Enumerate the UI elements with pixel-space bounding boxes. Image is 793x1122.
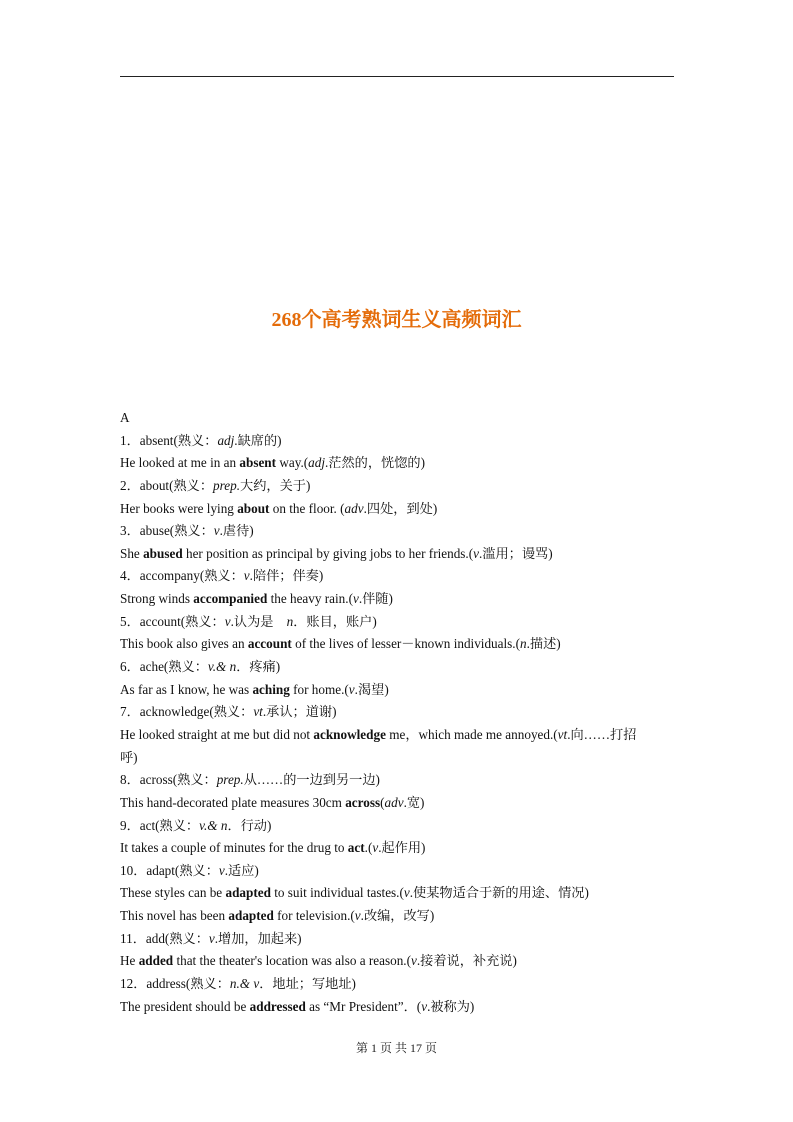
part-of-speech: v [208,930,215,946]
text-segment: Strong winds [120,591,194,607]
keyword: abused [143,545,183,561]
text-segment: 呼) [120,749,138,765]
text-line [120,520,680,543]
text-segment: ．行动) [227,817,272,833]
part-of-speech: adv [344,500,364,516]
text-segment: 大约，关于) [240,477,311,493]
text-segment: 9．act(熟义： [120,817,200,833]
part-of-speech: v [403,885,410,901]
text-segment: He looked at me in an [120,455,240,471]
text-segment: .接着说，补充说) [416,953,517,969]
text-segment: ．疼痛) [236,659,281,675]
keyword: adapted [225,885,271,901]
text-line [120,679,680,702]
text-segment: for home.( [289,681,349,697]
text-segment: me，which made me annoyed.( [385,726,558,742]
text-segment: for television.( [273,908,355,924]
text-segment: .( [364,840,373,856]
text-line [120,860,680,883]
text-line [120,543,680,566]
part-of-speech: v [218,862,225,878]
text-segment: 5．account(熟义： [120,613,225,629]
text-segment: This book also gives an [120,636,248,652]
text-line [120,611,680,634]
text-line [120,905,680,928]
part-of-speech: v [354,908,361,924]
part-of-speech: adv [384,794,404,810]
keyword: added [138,953,174,969]
text-segment: that the theater's location was also a reason.( [173,953,411,969]
document-title: 268个高考熟词生义高频词汇 [271,309,522,331]
text-segment: ．账目，账户) [293,613,377,629]
text-segment: 12．address(熟义： [120,976,230,992]
part-of-speech: n [286,613,294,629]
part-of-speech: v [224,613,231,629]
text-line [120,430,680,453]
text-line [120,950,680,973]
text-segment: .承认；道谢) [262,704,337,720]
text-segment: the heavy rain.( [267,591,353,607]
text-segment: 8．across(熟义： [120,772,217,788]
text-line [120,747,680,770]
text-segment: .描述) [526,636,561,652]
part-of-speech: vt [253,704,263,720]
part-of-speech: adj [308,455,325,471]
keyword: addressed [249,998,306,1014]
text-line [120,565,680,588]
text-segment: .被称为) [427,998,475,1014]
text-line [120,769,680,792]
text-segment: .改编，改写) [360,908,435,924]
keyword: acknowledge [313,726,386,742]
part-of-speech: v [410,953,417,969]
text-segment: .伴随) [358,591,393,607]
text-segment: He [120,953,139,969]
text-segment: .宽) [403,794,425,810]
text-line [120,973,680,996]
keyword: about [237,500,270,516]
text-segment: .滥用；谩骂) [478,545,553,561]
keyword: act [347,840,365,856]
text-segment: .缺席的) [234,432,282,448]
text-segment: .增加，加起来) [214,930,302,946]
text-segment: on the floor. ( [269,500,345,516]
text-segment: 2．about(熟义： [120,477,214,493]
text-segment: .向……打招 [567,726,637,742]
text-segment: to suit individual tastes.( [270,885,404,901]
text-segment: her position as principal by giving jobs to her friends.( [182,545,474,561]
text-line [120,498,680,521]
document-body [120,407,680,1018]
header-rule [120,76,674,77]
text-line [120,928,680,951]
text-segment: 10．adapt(熟义： [120,862,219,878]
part-of-speech: n [520,636,527,652]
text-line [120,815,680,838]
text-segment: .适应) [224,862,259,878]
text-line [120,701,680,724]
part-of-speech: vt [557,726,568,742]
part-of-speech: v [348,681,355,697]
text-line [120,633,680,656]
text-segment: .认为是 [230,613,287,629]
text-segment: 7．acknowledge(熟义： [120,704,254,720]
text-segment: ( [380,794,385,810]
part-of-speech: v [243,568,250,584]
part-of-speech: v [352,591,359,607]
text-segment: 11．add(熟义： [120,930,209,946]
part-of-speech: adj [217,432,235,448]
text-line [120,588,680,611]
text-line [120,792,680,815]
part-of-speech: v [421,998,428,1014]
text-segment: of the lives of lesser－known individuals.( [291,636,520,652]
text-segment: 3．abuse(熟义： [120,523,214,539]
text-line [120,724,680,747]
text-line [120,837,680,860]
text-segment: ．地址；写地址) [259,976,356,992]
text-segment: .使某物适合于新的用途、情况) [409,885,589,901]
keyword: accompanied [193,591,268,607]
part-of-speech: v [372,840,379,856]
text-line [120,452,680,475]
text-segment: 4．accompany(熟义： [120,568,244,584]
keyword: absent [239,455,277,471]
text-line [120,656,680,679]
text-segment: 6．ache(熟义： [120,659,208,675]
part-of-speech: n.& v [229,976,260,992]
text-segment: Her books were lying [120,500,238,516]
text-line [120,475,680,498]
text-segment: .渴望) [354,681,389,697]
part-of-speech: v.& n [199,817,228,833]
text-line [120,996,680,1019]
part-of-speech: prep. [216,772,244,788]
text-segment: He looked straight at me but did not [120,726,314,742]
text-segment: This novel has been [120,908,229,924]
text-segment: This hand-decorated plate measures 30cm [120,794,346,810]
text-segment: 1．absent(熟义： [120,432,218,448]
text-segment: .茫然的，恍惚的) [325,455,426,471]
text-segment: .虐待) [219,523,254,539]
keyword: across [345,794,381,810]
text-segment: It takes a couple of minutes for the drug to [120,840,348,856]
part-of-speech: v [473,545,479,561]
text-segment: A [120,410,130,425]
text-segment: .起作用) [378,840,426,856]
text-segment: .陪伴；伴奏) [249,568,324,584]
text-line [120,882,680,905]
text-segment: She [120,545,144,561]
text-segment: .四处，到处) [363,500,438,516]
part-of-speech: v.& n [207,659,237,675]
keyword: adapted [228,908,274,924]
text-line [120,407,680,430]
page-footer: 第 1 页 共 17 页 [355,1041,437,1055]
part-of-speech: prep. [213,477,241,493]
text-segment: The president should be [120,998,250,1014]
text-segment: as “Mr President”．( [305,998,422,1014]
keyword: aching [252,681,290,697]
text-segment: way.( [276,455,309,471]
text-segment: As far as I know, he was [120,681,253,697]
text-segment: 从……的一边到另一边) [243,772,380,788]
part-of-speech: v [213,523,220,539]
text-segment: These styles can be [120,885,226,901]
keyword: account [247,636,292,652]
